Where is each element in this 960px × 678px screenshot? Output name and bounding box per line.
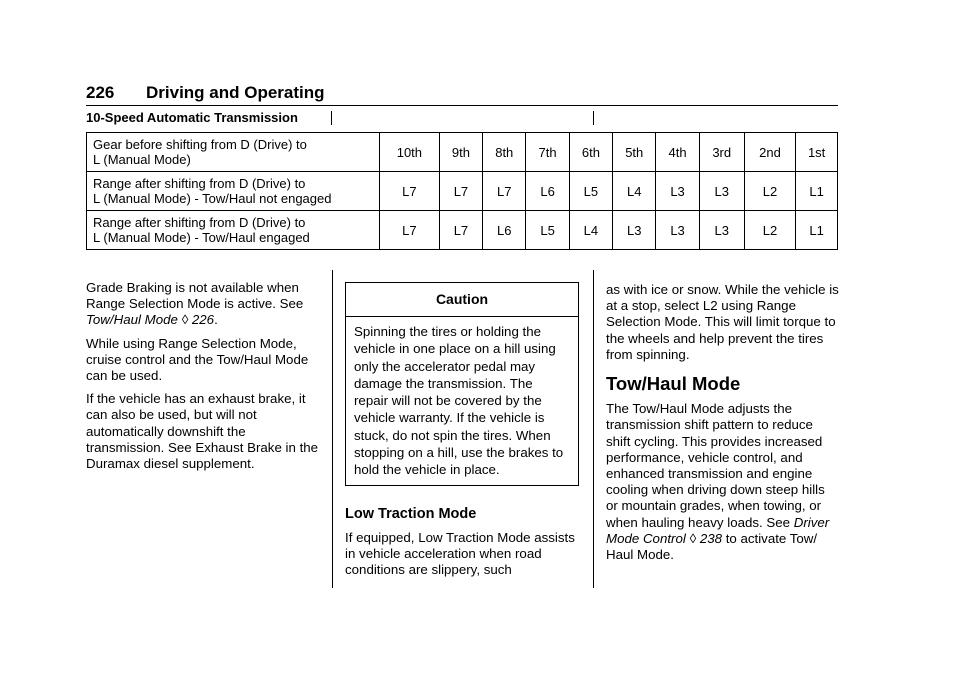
paragraph: If the vehicle has an exhaust brake, it can also be used, but will not automatically downshift the transmission. See Exhaust Brake in the Duramax diesel supplement.	[86, 391, 319, 472]
revision-bar	[331, 111, 332, 125]
range-cell: L3	[613, 211, 656, 250]
range-cell: L6	[483, 211, 526, 250]
range-cell: L5	[526, 211, 569, 250]
page-ref-icon: ◊	[689, 530, 697, 546]
page-ref-number[interactable]: 238	[699, 530, 722, 546]
gear-cell: 7th	[526, 133, 569, 172]
table-title: 10-Speed Automatic Transmission	[86, 110, 298, 125]
caution-text: Spinning the tires or holding the vehicle in one place on a hill using only the accelerator pedal may damage the transmission. The repair will not be covered by the vehicle warranty. If the vehicle is stuck, do not spin the tires. When stopping on a hill, use the brakes to hold the vehicle in place.	[354, 324, 564, 478]
range-cell: L1	[796, 211, 838, 250]
page-ref-icon: ◊	[181, 312, 189, 328]
range-cell: L3	[656, 211, 699, 250]
chapter-title: Driving and Operating	[146, 83, 325, 102]
revision-bar	[593, 111, 594, 125]
cross-reference-link[interactable]: Driver Mode Control	[606, 514, 830, 546]
section-heading-low-traction: Low Traction Mode	[345, 505, 477, 522]
column-divider	[593, 270, 594, 588]
page-number: 226	[86, 83, 115, 102]
range-cell: L7	[439, 172, 482, 211]
page-ref-number[interactable]: 226	[191, 312, 215, 328]
range-cell: L4	[613, 172, 656, 211]
range-cell: L2	[744, 172, 796, 211]
range-cell: L6	[526, 172, 569, 211]
gear-cell: 8th	[483, 133, 526, 172]
gear-cell: 5th	[613, 133, 656, 172]
range-cell: L2	[744, 211, 796, 250]
range-cell: L3	[699, 211, 744, 250]
column-middle	[345, 282, 579, 585]
gear-cell: 6th	[569, 133, 612, 172]
range-cell: L4	[569, 211, 612, 250]
gear-cell: 3rd	[699, 133, 744, 172]
range-cell: L7	[380, 172, 440, 211]
row-label: Range after shifting from D (Drive) to L (Manual Mode) - Tow/Haul not engaged	[87, 172, 380, 211]
table-row	[87, 133, 838, 172]
section-heading-tow-haul: Tow/Haul Mode	[606, 373, 741, 395]
row-label: Range after shifting from D (Drive) to L (Manual Mode) - Tow/Haul engaged	[87, 211, 380, 250]
column-left	[86, 280, 321, 479]
range-cell: L3	[699, 172, 744, 211]
column-divider	[332, 270, 333, 588]
gear-cell: 9th	[439, 133, 482, 172]
range-cell: L7	[439, 211, 482, 250]
gear-range-table	[86, 132, 838, 250]
row-label: Gear before shifting from D (Drive) to L (Manual Mode)	[87, 133, 380, 172]
column-right	[606, 282, 840, 570]
paragraph: If equipped, Low Traction Mode assists in vehicle acceleration when road conditions are slippery, such	[345, 529, 575, 578]
gear-cell: 2nd	[744, 133, 796, 172]
gear-cell: 4th	[656, 133, 699, 172]
range-cell: L1	[796, 172, 838, 211]
paragraph: as with ice or snow. While the vehicle is at a stop, select L2 using Range Selection Mode. This will limit torque to the wheels and help prevent the tires from spinning.	[606, 282, 839, 362]
range-cell: L3	[656, 172, 699, 211]
range-cell: L7	[380, 211, 440, 250]
paragraph: The Tow/Haul Mode adjusts the transmission shift pattern to reduce shift cycling. This provides increased performance, vehicle control, and enhanced transmission and engine cooling when driving down steep hills or mountain grades, when towing, or when hauling heavy loads. See Driver Mode Control ◊ 238 to activate Tow/ Haul Mode.	[606, 401, 830, 563]
paragraph: Grade Braking is not available when Range Selection Mode is active. See Tow/Haul Mode ◊ 226.	[86, 280, 304, 328]
caution-title: Caution	[346, 283, 578, 317]
page-header	[86, 83, 838, 106]
paragraph: While using Range Selection Mode, cruise control and the Tow/Haul Mode can be used.	[86, 335, 309, 384]
range-cell: L5	[569, 172, 612, 211]
cross-reference-link[interactable]: Tow/Haul Mode	[86, 312, 178, 328]
table-row	[87, 172, 838, 211]
gear-cell: 10th	[380, 133, 440, 172]
gear-cell: 1st	[796, 133, 838, 172]
range-cell: L7	[483, 172, 526, 211]
table-row	[87, 211, 838, 250]
caution-box	[345, 282, 579, 486]
